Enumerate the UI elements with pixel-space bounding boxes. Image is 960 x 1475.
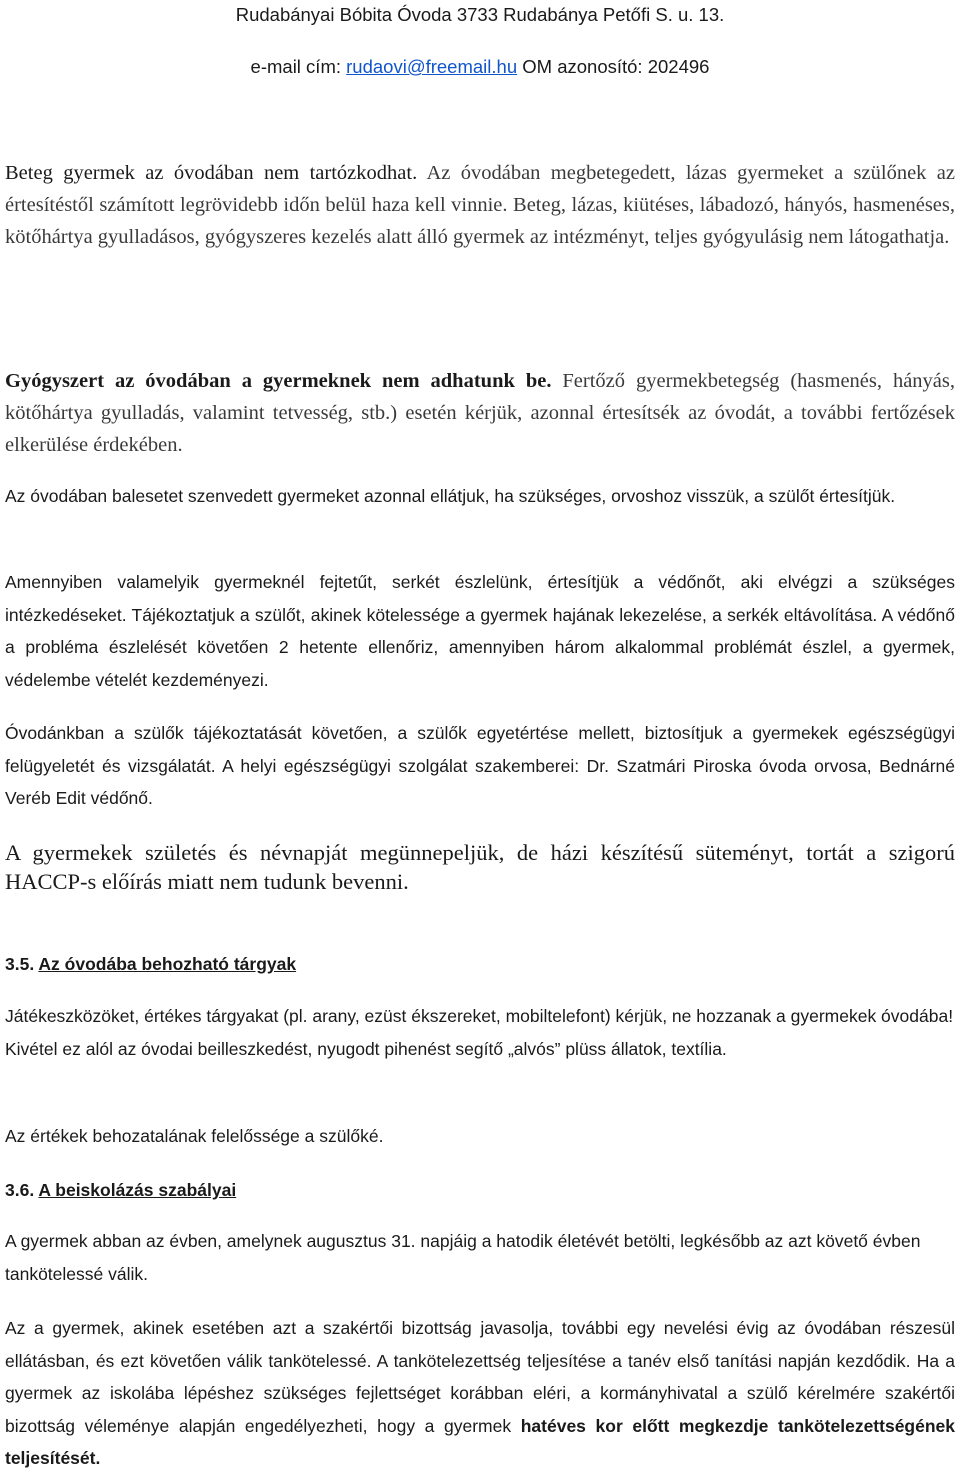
paragraph-health-supervision: Óvodánkban a szülők tájékoztatását követően, a szülők egyetértése mellett, biztosítjuk a gyermekek egészségügyi felügyeletét és vizsgálatát. A helyi egészségügyi szolgálat szakemberei: Dr. Szatmári Piroska óvoda orvosa, Bednárné Veréb Edit védőnő. (5, 723, 955, 808)
section-heading-3-6 (5, 1178, 955, 1202)
paragraph-accident: Az óvodában balesetet szenvedett gyermeket azonnal ellátjuk, ha szükséges, orvoshoz visszük, a szülőt értesítjük. (5, 486, 896, 506)
school-obligation-bold: hatéves kor előtt megkezdje tankötelezettségének teljesítését (5, 1415, 955, 1468)
section-number-3-6: 3.6. (5, 1180, 35, 1200)
email-label: e-mail cím: (250, 56, 347, 77)
paragraph-school-age: A gyermek abban az évben, amelynek augusztus 31. napjáig a hatodik életévét betölti, legkésőbb az azt követő évben tankötelessé válik. (5, 1231, 921, 1284)
email-link[interactable]: rudaovi@freemail.hu (346, 56, 518, 77)
section-title-3-6: A beiskolázás szabályai (38, 1180, 237, 1200)
header-address: Rudabányai Bóbita Óvoda 3733 Rudabánya Petőfi S. u. 13. (235, 4, 725, 25)
medication-infection: Fertőző gyermekbetegség (hasmenés, hányás, kötőhártya gyulladás, valamint tetvesség, stb.) esetén kérjük, azonnal értesítsék az óvodát, a további fertőzések elkerülése érdekében. (5, 370, 956, 456)
sick-child-rules: Az óvodában megbetegedett, lázas gyermeket a szülőnek az értesítéstől számított legrövidebb időn belül haza kell vinnie. Beteg, lázas, kiütéses, lábadozó, hányós, hasmenéses, kötőhártya gyulladásos, gyógyszeres kezelés alatt álló gyermek az intézményt, teljes gyógyulásig nem látogathatja. (5, 162, 955, 248)
paragraph-toys: Játékeszközöket, értékes tárgyakat (pl. arany, ezüst ékszereket, mobiltelefont) kérjük, ne hozzanak a gyermekek óvodába! Kivétel ez alól az óvodai beilleszkedést, nyugodt pihenést segítő „alvós” plüss állatok, textília. (5, 1006, 954, 1059)
header-contact (0, 55, 960, 79)
section-heading-3-5 (5, 952, 955, 976)
paragraph-school-obligation (5, 1312, 955, 1475)
school-obligation-text: Az a gyermek, akinek esetében azt a szakértői bizottság javasolja, további egy nevelési évig az óvodában részesül ellátásban, és ezt követően válik tankötelessé. A tankötelezettség teljesítése a tanév első tanítási napján kezdődik. Ha a gyermek az iskolába lépéshez szükséges fejlettséget korábban eléri, a kormányhivatal a szülő kérelmére szakértői bizottság véleménye alapján engedélyezheti, hogy a gyermek (5, 1318, 955, 1436)
school-obligation-end: . (95, 1448, 101, 1468)
section-title-3-5: Az óvodába behozható tárgyak (38, 954, 297, 974)
om-id: OM azonosító: 202496 (517, 56, 710, 77)
paragraph-sick-child (5, 157, 955, 253)
sick-child-intro: Beteg gyermek az óvodában nem tartózkodhat. (5, 162, 418, 184)
paragraph-birthday: A gyermekek születés és névnapját megünnepeljük, de házi készítésű süteményt, tortát a szigorú HACCP-s előírás miatt nem tudunk bevenni. (5, 840, 955, 894)
paragraph-medication (5, 365, 955, 461)
section-number-3-5: 3.5. (5, 954, 35, 974)
medication-bold: Gyógyszert az óvodában a gyermeknek nem adhatunk be. (5, 370, 552, 392)
paragraph-lice: Amennyiben valamelyik gyermeknél fejtetűt, serkét észlelünk, értesítjük a védőnőt, aki elvégzi a szükséges intézkedéseket. Tájékoztatjuk a szülőt, akinek kötelessége a gyermek hajának lekezelése, a serkék eltávolítása. A védőnő a probléma észlelését követően 2 hetente ellenőriz, amennyiben három alkalommal problémát észlel, a gyermek, védelembe vételét kezdeményezi. (5, 572, 955, 690)
paragraph-responsibility: Az értékek behozatalának felelőssége a szülőké. (5, 1126, 384, 1146)
